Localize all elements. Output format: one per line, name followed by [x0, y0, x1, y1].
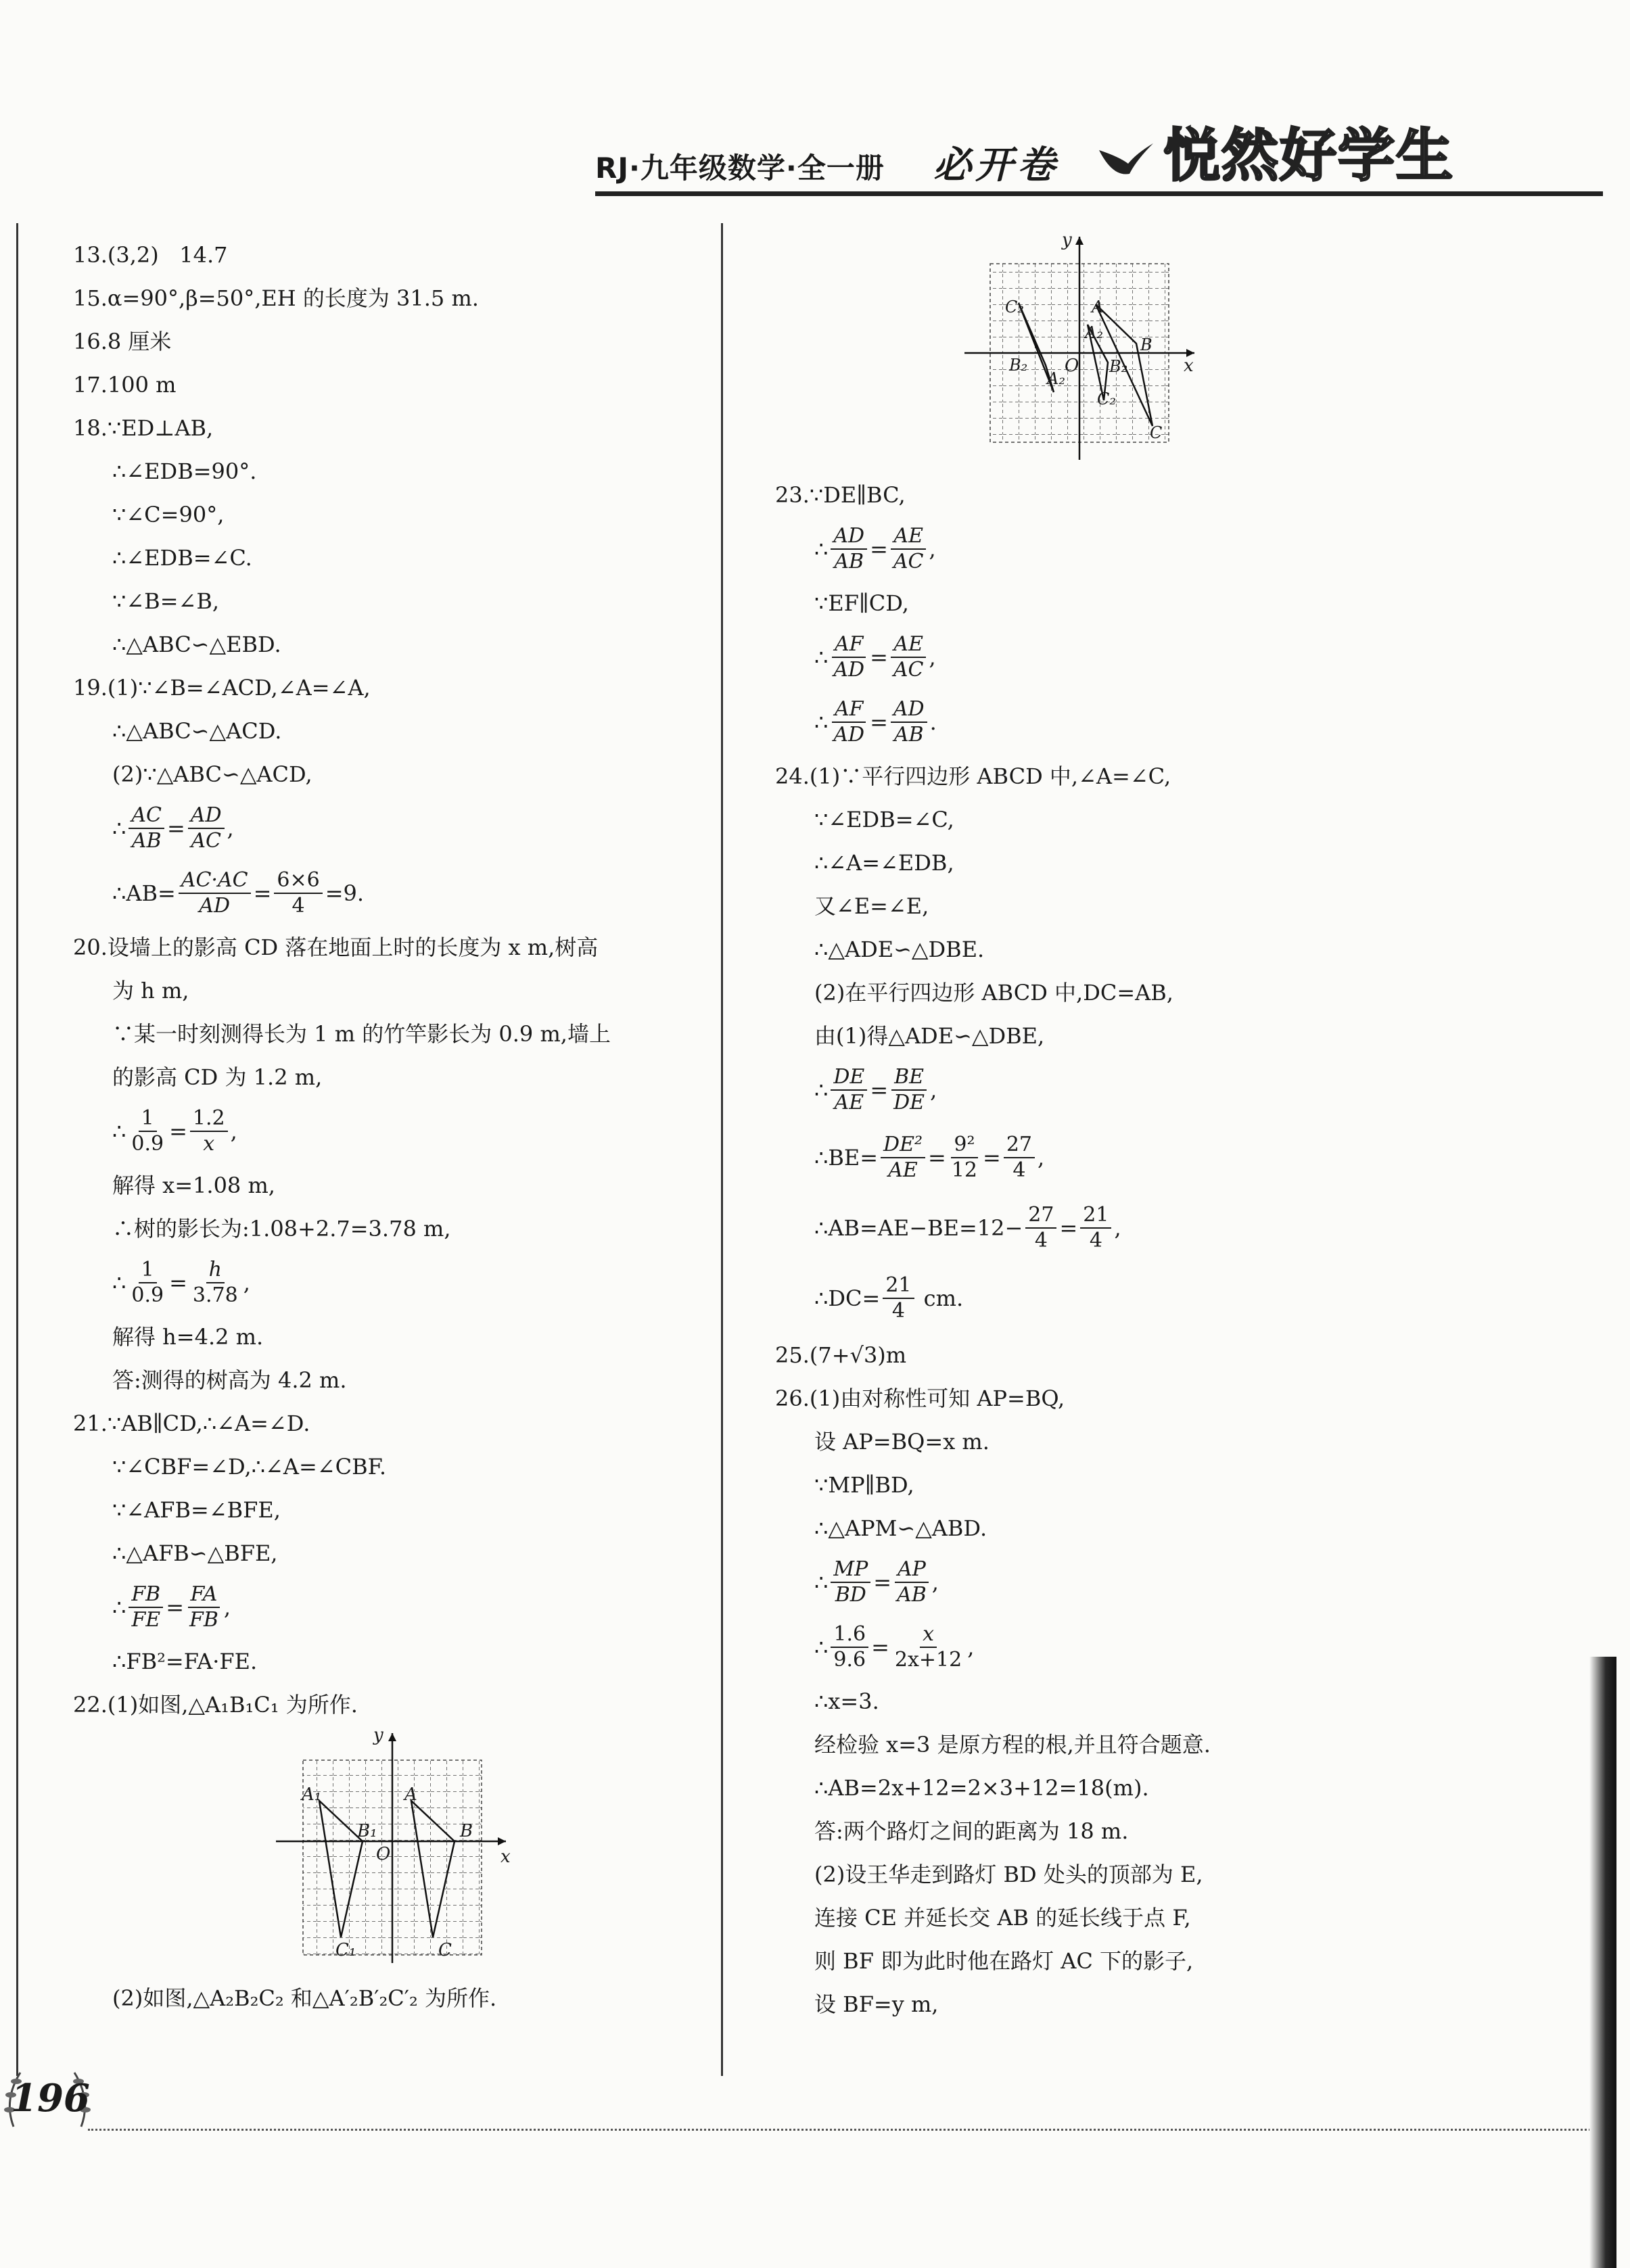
answer-20-line: 解得 h=4.2 m.	[112, 1324, 264, 1350]
point-label: A	[1092, 298, 1104, 316]
answer-26-line: 26.(1)由对称性可知 AP=BQ,	[775, 1386, 1065, 1411]
answer-13-14	[73, 233, 709, 277]
point-label: A₂	[1085, 323, 1103, 342]
point-label: B₂	[1109, 357, 1128, 376]
answer-26-line: 则 BF 即为此时他在路灯 AC 下的影子,	[814, 1948, 1194, 1974]
fraction-equation: ∴ $\frac{1.6}{9.6}$ = $\frac{x}{2x+12}$ ,	[814, 1622, 975, 1672]
answer-26-line: (2)设王华走到路灯 BD 处头的顶部为 E,	[814, 1862, 1203, 1887]
fraction-equation: ∴ $\frac{AF}{AD}$ = $\frac{AD}{AB}$ .	[814, 697, 937, 747]
coordinate-figure-2	[775, 223, 1573, 467]
answer-23-line: 23.∵DE∥BC,	[775, 482, 906, 508]
answer-26-line: 答:两个路灯之间的距离为 18 m.	[814, 1818, 1129, 1844]
answer-24-line: 24.(1)∵平行四边形 ABCD 中,∠A=∠C,	[775, 763, 1171, 789]
answer-26-line: 设 AP=BQ=x m.	[814, 1429, 989, 1455]
answer-13: 13.(3,2)	[73, 242, 159, 268]
point-label: B	[460, 1821, 473, 1841]
answer-21-line: ∵∠AFB=∠BFE,	[112, 1497, 281, 1523]
bird-logo-icon	[1096, 137, 1157, 184]
answer-20-line: ∵某一时刻测得长为 1 m 的竹竿影长为 0.9 m,墙上	[112, 1021, 611, 1047]
fraction-equation: ∴DC= $\frac{21}{4}$ cm.	[814, 1273, 964, 1323]
answer-18-line: ∵∠B=∠B,	[112, 588, 219, 614]
answer-19-line: 19.(1)∵∠B=∠ACD,∠A=∠A,	[73, 675, 371, 701]
footer-rule	[88, 2129, 1603, 2132]
answer-20-line: 的影高 CD 为 1.2 m,	[112, 1064, 323, 1090]
answer-24-line: 由(1)得△ADE∽△DBE,	[814, 1023, 1045, 1049]
answer-17: 17.100 m	[73, 372, 177, 398]
answer-24-line: ∵∠EDB=∠C,	[814, 807, 954, 832]
left-margin-line	[16, 223, 18, 2076]
series-title: RJ·九年级数学·全一册	[595, 151, 885, 185]
brand-yueran: 悦然好学生	[1163, 122, 1455, 189]
answer-21-line: ∴△AFB∽△BFE,	[112, 1540, 278, 1566]
page-number-badge	[0, 2062, 95, 2137]
fraction-equation: ∴ $\frac{MP}{BD}$ = $\frac{AP}{AB}$ ,	[814, 1557, 939, 1607]
answer-21-line: ∵∠CBF=∠D,∴∠A=∠CBF.	[112, 1454, 386, 1480]
grid-figure-2	[775, 223, 1573, 467]
left-column	[73, 233, 709, 2020]
fraction-equation: ∴AB= $\frac{AC\cdot AC}{AD}$ = $\frac{6\times 6}{4}$ =9.	[112, 868, 365, 918]
answer-19-line: ∴△ABC∽△ACD.	[112, 718, 282, 744]
answer-26-line: 设 BF=y m,	[814, 1991, 939, 2017]
answer-21-line: 21.∵AB∥CD,∴∠A=∠D.	[73, 1411, 310, 1436]
fraction-equation: ∴ $\frac{1}{0.9}$ = $\frac{h}{3.78}$ ,	[112, 1258, 250, 1307]
answer-23-line: ∵EF∥CD,	[814, 590, 909, 616]
answer-22-line: (2)如图,△A₂B₂C₂ 和△A′₂B′₂C′₂ 为所作.	[112, 1985, 497, 2011]
page-number: 196	[11, 2076, 90, 2121]
answer-26-line: ∴△APM∽△ABD.	[814, 1515, 987, 1541]
answer-18-line: 18.∵ED⊥AB,	[73, 415, 214, 441]
page-edge-shadow	[1589, 1657, 1616, 2268]
fraction-equation: ∴ $\frac{AC}{AB}$ = $\frac{AD}{AC}$ ,	[112, 803, 234, 853]
answer-26-line: ∴x=3.	[814, 1688, 879, 1714]
answer-20-line: 解得 x=1.08 m,	[112, 1173, 275, 1198]
brand-bikaijuan: 必开卷	[933, 143, 1059, 187]
point-label: A	[404, 1785, 417, 1805]
answer-25: 25.(7+√3)m	[775, 1342, 907, 1368]
fraction-equation: ∴ $\frac{AD}{AB}$ = $\frac{AE}{AC}$ ,	[814, 524, 936, 573]
right-column	[775, 223, 1573, 2026]
y-axis-label: y	[1062, 230, 1072, 250]
header-rule	[595, 191, 1603, 196]
answer-21-line: ∴FB²=FA·FE.	[112, 1649, 258, 1674]
answer-22-line: 22.(1)如图,△A₁B₁C₁ 为所作.	[73, 1692, 358, 1718]
answer-16: 16.8 厘米	[73, 329, 172, 354]
answer-24-line: (2)在平行四边形 ABCD 中,DC=AB,	[814, 980, 1173, 1006]
answer-26-line: ∵MP∥BD,	[814, 1472, 914, 1498]
answer-20-line: 为 h m,	[112, 978, 189, 1003]
answer-26-line: 连接 CE 并延长交 AB 的延长线于点 F,	[814, 1905, 1191, 1931]
answer-20-line: 答:测得的树高为 4.2 m.	[112, 1367, 347, 1393]
column-divider	[721, 223, 723, 2076]
point-label: C	[1150, 423, 1163, 442]
fraction-equation: ∴ $\frac{AF}{AD}$ = $\frac{AE}{AC}$ ,	[814, 632, 936, 682]
fraction-equation: ∴ $\frac{DE}{AE}$ = $\frac{BE}{DE}$ ,	[814, 1065, 937, 1114]
fraction-equation: ∴ $\frac{FB}{FE}$ = $\frac{FA}{FB}$ ,	[112, 1582, 231, 1632]
origin-label: O	[1065, 356, 1079, 376]
page-header	[595, 122, 1603, 196]
answer-24-line: ∴∠A=∠EDB,	[814, 850, 954, 876]
answer-19-line: (2)∵△ABC∽△ACD,	[112, 761, 312, 787]
answer-26-line: 经检验 x=3 是原方程的根,并且符合题意.	[814, 1732, 1211, 1757]
answer-18-line: ∴∠EDB=∠C.	[112, 545, 252, 571]
grid-figure-1	[73, 1726, 709, 1970]
point-label: B₂	[1009, 356, 1028, 375]
y-axis-label: y	[373, 1725, 383, 1745]
answer-15: 15.α=90°,β=50°,EH 的长度为 31.5 m.	[73, 285, 479, 311]
point-label: A₁	[302, 1785, 322, 1805]
answer-18-line: ∵∠C=90°,	[112, 502, 225, 527]
point-label: B₁	[357, 1821, 377, 1841]
point-label: C₂	[1005, 298, 1024, 316]
x-axis-label: x	[500, 1847, 511, 1867]
point-label: A₂	[1047, 369, 1065, 388]
answer-14: 14.7	[179, 242, 228, 268]
point-label: C	[438, 1940, 452, 1960]
answer-20-line: 20.设墙上的影高 CD 落在地面上时的长度为 x m,树高	[73, 935, 599, 960]
answer-18-line: ∴△ABC∽△EBD.	[112, 632, 281, 657]
point-label: C₂	[1097, 389, 1116, 408]
fraction-equation: ∴BE= $\frac{\text{DE²}}{AE}$ = $\frac{\text{9²}}{12}$ = $\frac{27}{4}$ ,	[814, 1133, 1045, 1182]
point-label: C₁	[335, 1940, 356, 1960]
fraction-equation: ∴ $\frac{1}{0.9}$ = $\frac{1.2}{x}$ ,	[112, 1106, 237, 1156]
coordinate-figure-1	[73, 1726, 709, 1970]
point-label: B	[1140, 335, 1152, 354]
answer-24-line: ∴△ADE∽△DBE.	[814, 937, 985, 962]
answer-18-line: ∴∠EDB=90°.	[112, 458, 257, 484]
answer-20-line: ∴树的影长为:1.08+2.7=3.78 m,	[112, 1216, 451, 1242]
fraction-equation: ∴AB=AE−BE=12− $\frac{27}{4}$ = $\frac{21}{4}$ ,	[814, 1203, 1121, 1252]
origin-label: O	[376, 1844, 391, 1864]
x-axis-label: x	[1184, 356, 1194, 376]
answer-24-line: 又∠E=∠E,	[814, 893, 929, 919]
answer-26-line: ∴AB=2x+12=2×3+12=18(m).	[814, 1775, 1149, 1801]
